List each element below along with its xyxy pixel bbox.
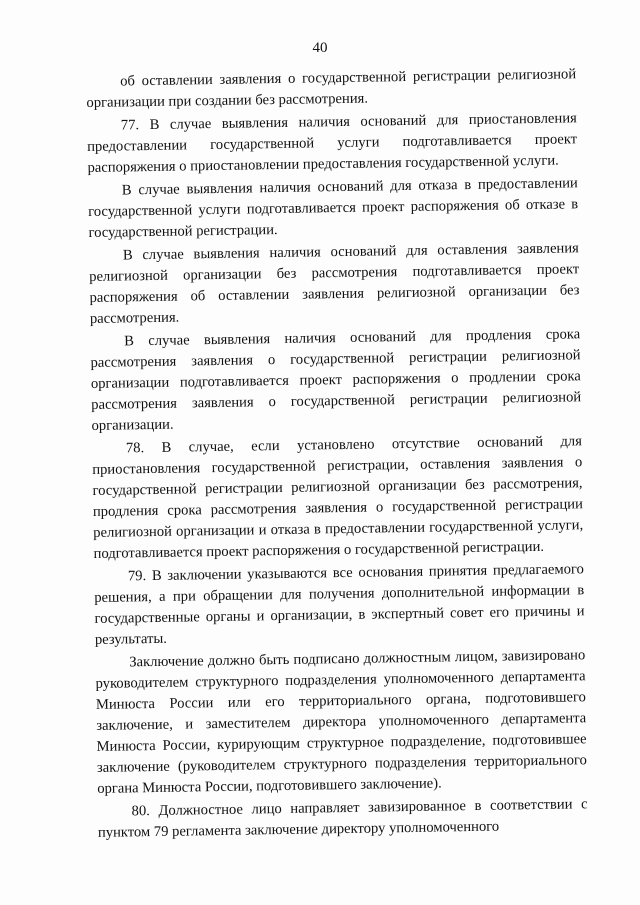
paragraph-77: 77. В случае выявления наличия оснований для приостановления предоставлении государственной услуги подготавливается проект распоряжения о приостановлении предоставления государственной услуги. [87, 110, 578, 176]
paragraph-continuation: об оставлении заявления о государственной регистрации религиозной организации при создании без рассмотрения. [86, 66, 577, 111]
document-body [86, 64, 588, 846]
page-number: 40 [312, 40, 328, 56]
paragraph-leave-without-review: В случае выявления наличия оснований для оставления заявления религиозной организации без рассмотрения подготавливается проект распоряжения об оставлении заявления религиозной организации без рассмотрения. [89, 240, 580, 327]
paragraph-conclusion-signing: Заключение должно быть подписано должностным лицом, завизировано руководителем структурного подразделения уполномоченного департамента Минюста России или его территориального органа, подготовившего заключение, и заместителем директора уполномоченного департамента Минюста России, курирующим структурное подразделение, подготовившее заключение (руководителем структурного подразделения территориального органа Минюста России, подготовившего заключение). [95, 647, 587, 797]
paragraph-extension: В случае выявления наличия оснований для продления срока рассмотрения заявления о государственной регистрации религиозной организации подготавливается проект распоряжения о продлении срока рассмотрения заявления о государственной регистрации религиозной организации. [90, 326, 582, 434]
paragraph-80: 80. Должностное лицо направляет завизированное в соответствии с пунктом 79 регламента заключение директору уполномоченного [97, 796, 588, 841]
paragraph-refusal: В случае выявления наличия оснований для отказа в предоставлении государственной услуги подготавливается проект распоряжения об отказе в государственной регистрации. [88, 175, 579, 241]
paragraph-79: 79. В заключении указываются все основания принятия предлагаемого решения, а при обращении для получения дополнительной информации в государственные органы и организации, в экспертный совет его причины и результаты. [94, 561, 585, 648]
paragraph-78: 78. В случае, если установлено отсутствие оснований для приостановления государственной регистрации, оставления заявления о государственной регистрации религиозной организации без рассмотрения, продления срока рассмотрения заявления о государственной регистрации религиозной организации и отказа в предоставлении государственной услуги, подготавливается проект распоряжения о государственной регистрации. [92, 433, 584, 562]
